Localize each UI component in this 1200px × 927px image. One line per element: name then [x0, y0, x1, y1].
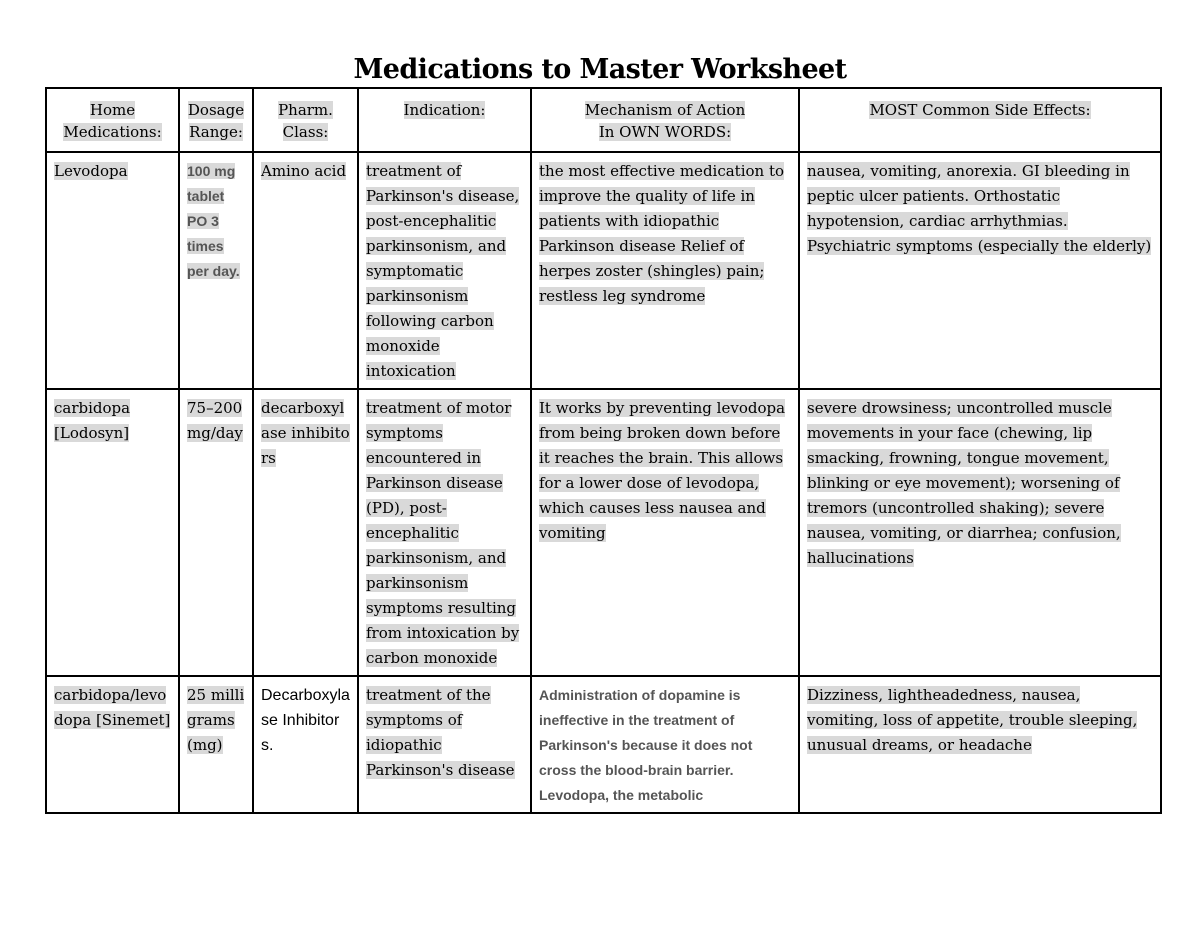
page-title: Medications to Master Worksheet [353, 54, 847, 85]
cell-class [253, 152, 358, 389]
table-row [46, 676, 1161, 813]
header-label: In OWN WORDS: [598, 123, 732, 141]
indication-text: treatment of Parkinson's disease, post-encephalitic parkinsonism, and symptomatic parkinsonism following carbon monoxide intoxication [366, 162, 520, 380]
header-side-effects [799, 88, 1161, 152]
side-effects-text: nausea, vomiting, anorexia. GI bleeding in peptic ulcer patients. Orthostatic hypotension, cardiac arrhythmias. Psychiatric symptoms (especially the elderly) [807, 162, 1152, 255]
header-label: Pharm. Class: [278, 101, 333, 141]
cell-indication [358, 152, 531, 389]
header-dosage-range [179, 88, 253, 152]
dosage-text: 25 milligrams (mg) [187, 686, 245, 754]
cell-side-effects [799, 152, 1161, 389]
header-indication [358, 88, 531, 152]
class-text: decarboxylase inhibitors [261, 399, 350, 467]
indication-text: treatment of motor symptoms encountered in Parkinson disease (PD), post-encephalitic parkinsonism, and parkinsonism symptoms resulting from intoxication by carbon monoxide [366, 399, 520, 667]
header-mechanism [531, 88, 799, 152]
medications-table [45, 87, 1162, 814]
table-header-row [46, 88, 1161, 152]
cell-medication [46, 389, 179, 676]
header-label: Home Medications: [63, 101, 162, 141]
mechanism-text: Administration of dopamine is ineffective in the treatment of Parkinson's because it does not cross the blood-brain barrier. Levodopa, the metabolic [539, 687, 753, 803]
indication-text: treatment of the symptoms of idiopathic Parkinson's disease [366, 686, 515, 779]
dosage-text: 75–200 mg/day [187, 399, 243, 442]
cell-class [253, 676, 358, 813]
cell-class [253, 389, 358, 676]
cell-mechanism [531, 152, 799, 389]
cell-dosage [179, 389, 253, 676]
medication-name: carbidopa/levodopa [Sinemet] [54, 686, 171, 729]
header-pharm-class [253, 88, 358, 152]
header-home-medications [46, 88, 179, 152]
side-effects-text: severe drowsiness; uncontrolled muscle movements in your face (chewing, lip smacking, frowning, tongue movement, blinking or eye movement); worsening of tremors (uncontrolled shaking); severe nausea, vomiting, or diarrhea; confusion, hallucinations [807, 399, 1121, 567]
cell-dosage [179, 152, 253, 389]
class-text: Amino acid [261, 162, 347, 180]
cell-mechanism [531, 676, 799, 813]
mechanism-text: It works by preventing levodopa from being broken down before it reaches the brain. This allows for a lower dose of levodopa, which causes less nausea and vomiting [539, 399, 786, 542]
cell-mechanism [531, 389, 799, 676]
dosage-text: 100 mg tablet PO 3 times per day. [187, 163, 240, 279]
side-effects-text: Dizziness, lightheadedness, nausea, vomiting, loss of appetite, trouble sleeping, unusual dreams, or headache [807, 686, 1138, 754]
medication-name: Levodopa [54, 162, 128, 180]
cell-medication [46, 676, 179, 813]
cell-medication [46, 152, 179, 389]
cell-dosage [179, 676, 253, 813]
table-row [46, 389, 1161, 676]
class-text: Decarboxylase Inhibitors. [261, 687, 350, 754]
header-label: Indication: [403, 101, 486, 119]
cell-indication [358, 389, 531, 676]
header-label: Dosage Range: [187, 101, 245, 141]
cell-side-effects [799, 389, 1161, 676]
header-label: MOST Common Side Effects: [869, 101, 1091, 119]
cell-indication [358, 676, 531, 813]
header-label: Mechanism of Action [584, 101, 746, 119]
cell-side-effects [799, 676, 1161, 813]
medication-name: carbidopa [Lodosyn] [54, 399, 131, 442]
table-row [46, 152, 1161, 389]
mechanism-text: the most effective medication to improve the quality of life in patients with idiopathic Parkinson disease Relief of herpes zoster (shingles) pain; restless leg syndrome [539, 162, 785, 305]
